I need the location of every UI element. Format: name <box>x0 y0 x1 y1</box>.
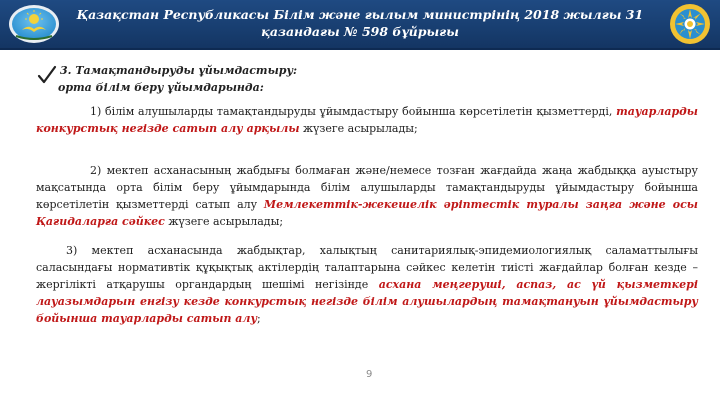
paragraph-2 <box>36 162 698 230</box>
paragraph-1-tail: жүзеге асырылады; <box>299 122 418 135</box>
paragraph-2-highlight: Мемлекеттік-жекешелік әріптестік туралы заңға және осы Қағидаларға сәйкес <box>36 198 699 228</box>
section-title-line-2: орта білім беру ұйымдарында: <box>58 81 264 94</box>
paragraph-2-text: 2) мектеп асханасының жабдығы болмаған және/немесе тозған жағдайда жаңа жабдыққа ауыстыру мақсатында орта білім беру ұйымдарында білім алушыларды тамақтандыруды ұйымдастыру бойынша көрсетілетін қызметтерді сатып алу <box>36 164 698 211</box>
slide-header <box>0 0 720 50</box>
section-title <box>60 62 440 96</box>
paragraph-1-text: 1) білім алушыларды тамақтандыруды ұйымдастыру бойынша көрсетілетін қызметтерді, <box>90 105 613 118</box>
paragraph-3-tail: ; <box>257 312 261 325</box>
header-title: Қазақстан Республикасы Білім және ғылым министрінің 2018 жылғы 31 қазандағы № 598 бұйрығы <box>76 7 644 39</box>
page-number: 9 <box>366 369 373 380</box>
paragraph-2-tail: жүзеге асырылады; <box>164 215 284 228</box>
paragraph-3-text: 3) мектеп асханасында жабдықтар, халықтың санитариялық-эпидемиологиялық саламаттылығы саласындағы нормативтік құқықтық актілердің талаптарына сәйкес келетін тиісті жағдайлар болған кезде –жергілікті атқарушы органдардың шешімі негізінде <box>36 244 698 291</box>
kazakhstan-state-emblem-icon <box>669 3 711 45</box>
section-title-line-1: 3. Тамақтандыруды ұйымдастыру: <box>60 64 298 77</box>
paragraph-1-highlight: тауарларды конкурстық негізде сатып алу арқылы <box>36 105 699 135</box>
paragraph-3-highlight: асхана меңгеруші, аспаз, ас үй қызметкері лауазымдарын енгізу кезде конкурстық негізде білім алушылардың тамақтануын ұйымдастыру бойынша тауарларды сатып алу <box>36 278 698 325</box>
paragraph-1 <box>36 103 698 137</box>
checkmark-icon <box>36 64 58 86</box>
paragraph-3 <box>36 242 698 327</box>
kazakhstan-flag-emblem-icon <box>6 2 62 46</box>
